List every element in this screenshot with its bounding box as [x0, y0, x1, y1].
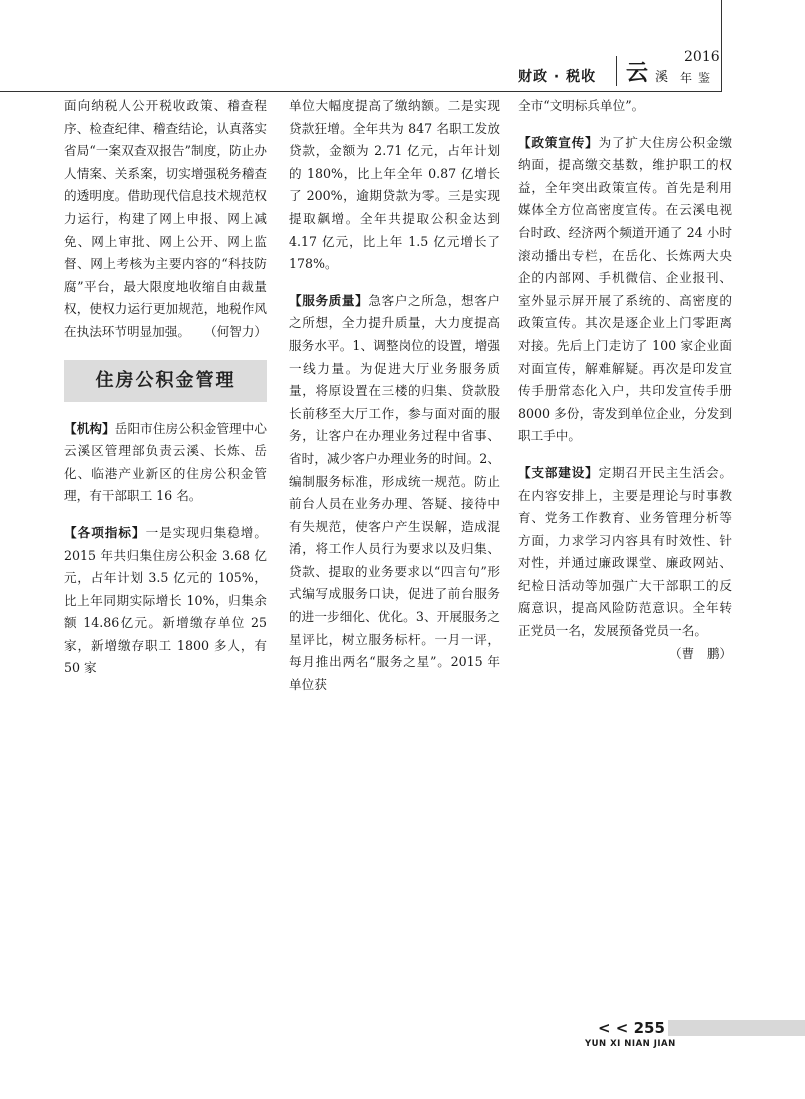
paragraph-text: 岳阳市住房公积金管理中心云溪区管理部负责云溪、长炼、岳化、临港产业新区的住房公积金管理，有干部职工 16 名。 [64, 420, 268, 504]
paragraph [64, 95, 267, 344]
header-xi-char: 溪 [655, 70, 669, 85]
paragraph-text: 定期召开民主生活会。在内容安排上，主要是理论与时事教育、党务工作教育、业务管理分析等方面，力求学习内容具有时效性、针对性，并通过廉政课堂、廉政网站、纪检日活动等加强广大干部职工的反腐意识，提高风险防范意识。全年转正党员一名，发展预备党员一名。 [518, 464, 733, 639]
header-yunxi-char: 云 [626, 60, 649, 86]
section-title: 住房公积金管理 [64, 360, 267, 402]
header-nianjian: 年鉴 [680, 71, 717, 85]
footer-subtitle: YUN XI NIAN JIAN [585, 1039, 676, 1049]
paragraph [64, 418, 267, 508]
header-separator [616, 56, 617, 86]
entry-tag: 【支部建设】 [518, 464, 599, 480]
paragraph-text: 全市“文明标兵单位”。 [518, 98, 645, 113]
paragraph [289, 95, 500, 276]
entry-tag: 【服务质量】 [289, 292, 369, 308]
entry-tag: 【机构】 [64, 420, 115, 436]
paragraph [518, 132, 732, 448]
running-header-section: 财政 · 税收 [518, 69, 597, 85]
paragraph-text: 一是实现归集稳增。2015 年共归集住房公积金 3.68 亿元，占年计划 3.5 亿元的 105%，比上年同期实际增长 10%，归集余额 14.86亿元。新增缴存单位 25家，新增缴存职工 1800 多人，有 50 家 [64, 524, 268, 676]
header-rule [0, 91, 722, 92]
paragraph-text: 面向纳税人公开税收政策、稽查程序、检查纪律、稽查结论，认真落实省局“一案双查双报告”制度，防止办人情案、关系案，切实增强税务稽查的透明度。借助现代信息技术规范权力运行，构建了网上申报、网上减免、网上审批、网上公开、网上监督、网上考核为主要内容的“科技防腐”平台，最大限度地收缩自由裁量权，使权力运行更加规范，地税作风在执法环节明显加强。 [64, 98, 267, 339]
author: （曹 鹏） [669, 645, 732, 661]
paragraph-text: 单位大幅度提高了缴纳额。二是实现贷款狂增。全年共为 847 名职工发放贷款，金额为 2.71 亿元，占年计划的 180%，比上年全年 0.87 亿增长了 200%，逾期贷款为零。三是实现提取飙增。全年共提取公积金达到 4.17 亿元，比上年 1.5 亿元增长了 178%。 [289, 98, 500, 272]
column-2 [289, 95, 500, 696]
paragraph-text: 为了扩大住房公积金缴纳面，提高缴交基数，维护职工的权益，全年突出政策宣传。首先是利用媒体全方位高密度宣传。在云溪电视台时政、经济两个频道开通了 24 小时滚动播出专栏，在岳化、长炼两大央企的内部网、手机微信、企业报刊、室外显示屏开展了系统的、高密度的政策宣传。其次是逐企业上门零距离对接。先后上门走访了 100 家企业面对面宣传，解难解疑。再次是印发宣传手册常态化入户，共印发宣传手册 8000 多份，寄发到单位企业，分发到职工手中。 [518, 134, 733, 444]
entry-tag: 【政策宣传】 [518, 134, 599, 150]
paragraph [518, 462, 732, 665]
paragraph [518, 95, 732, 118]
paragraph [289, 290, 500, 697]
author: （何智力） [204, 323, 267, 339]
page-number-bar [668, 1020, 805, 1036]
header-vertical-rule [721, 0, 722, 92]
header-year: 2016 [684, 49, 720, 65]
entry-tag: 【各项指标】 [64, 524, 146, 540]
column-1 [64, 95, 267, 680]
page-number: < < 255 [598, 1019, 665, 1037]
paragraph-text: 急客户之所急，想客户之所想，全力提升质量，大力度提高服务水平。1、调整岗位的设置，增强一线力量。为促进大厅业务服务质量，将原设置在三楼的归集、贷款股长前移至大厅工作，参与面对面的服务，让客户在办理业务过程中省事、省时，减少客户办理业务的时间。2、编制服务标准，形成统一规范。防止前台人员在业务办理、答疑、接待中有失规范，使客户产生误解，造成混淆，将工作人员行为要求以及归集、贷款、提取的业务要求以“四言句”形式编写成服务口诀，促进了前台服务的进一步细化、优化。3、开展服务之星评比，树立服务标杆。一月一评，每月推出两名“服务之星”。2015 年单位获 [289, 292, 501, 692]
column-3 [518, 95, 732, 665]
paragraph [64, 522, 267, 680]
